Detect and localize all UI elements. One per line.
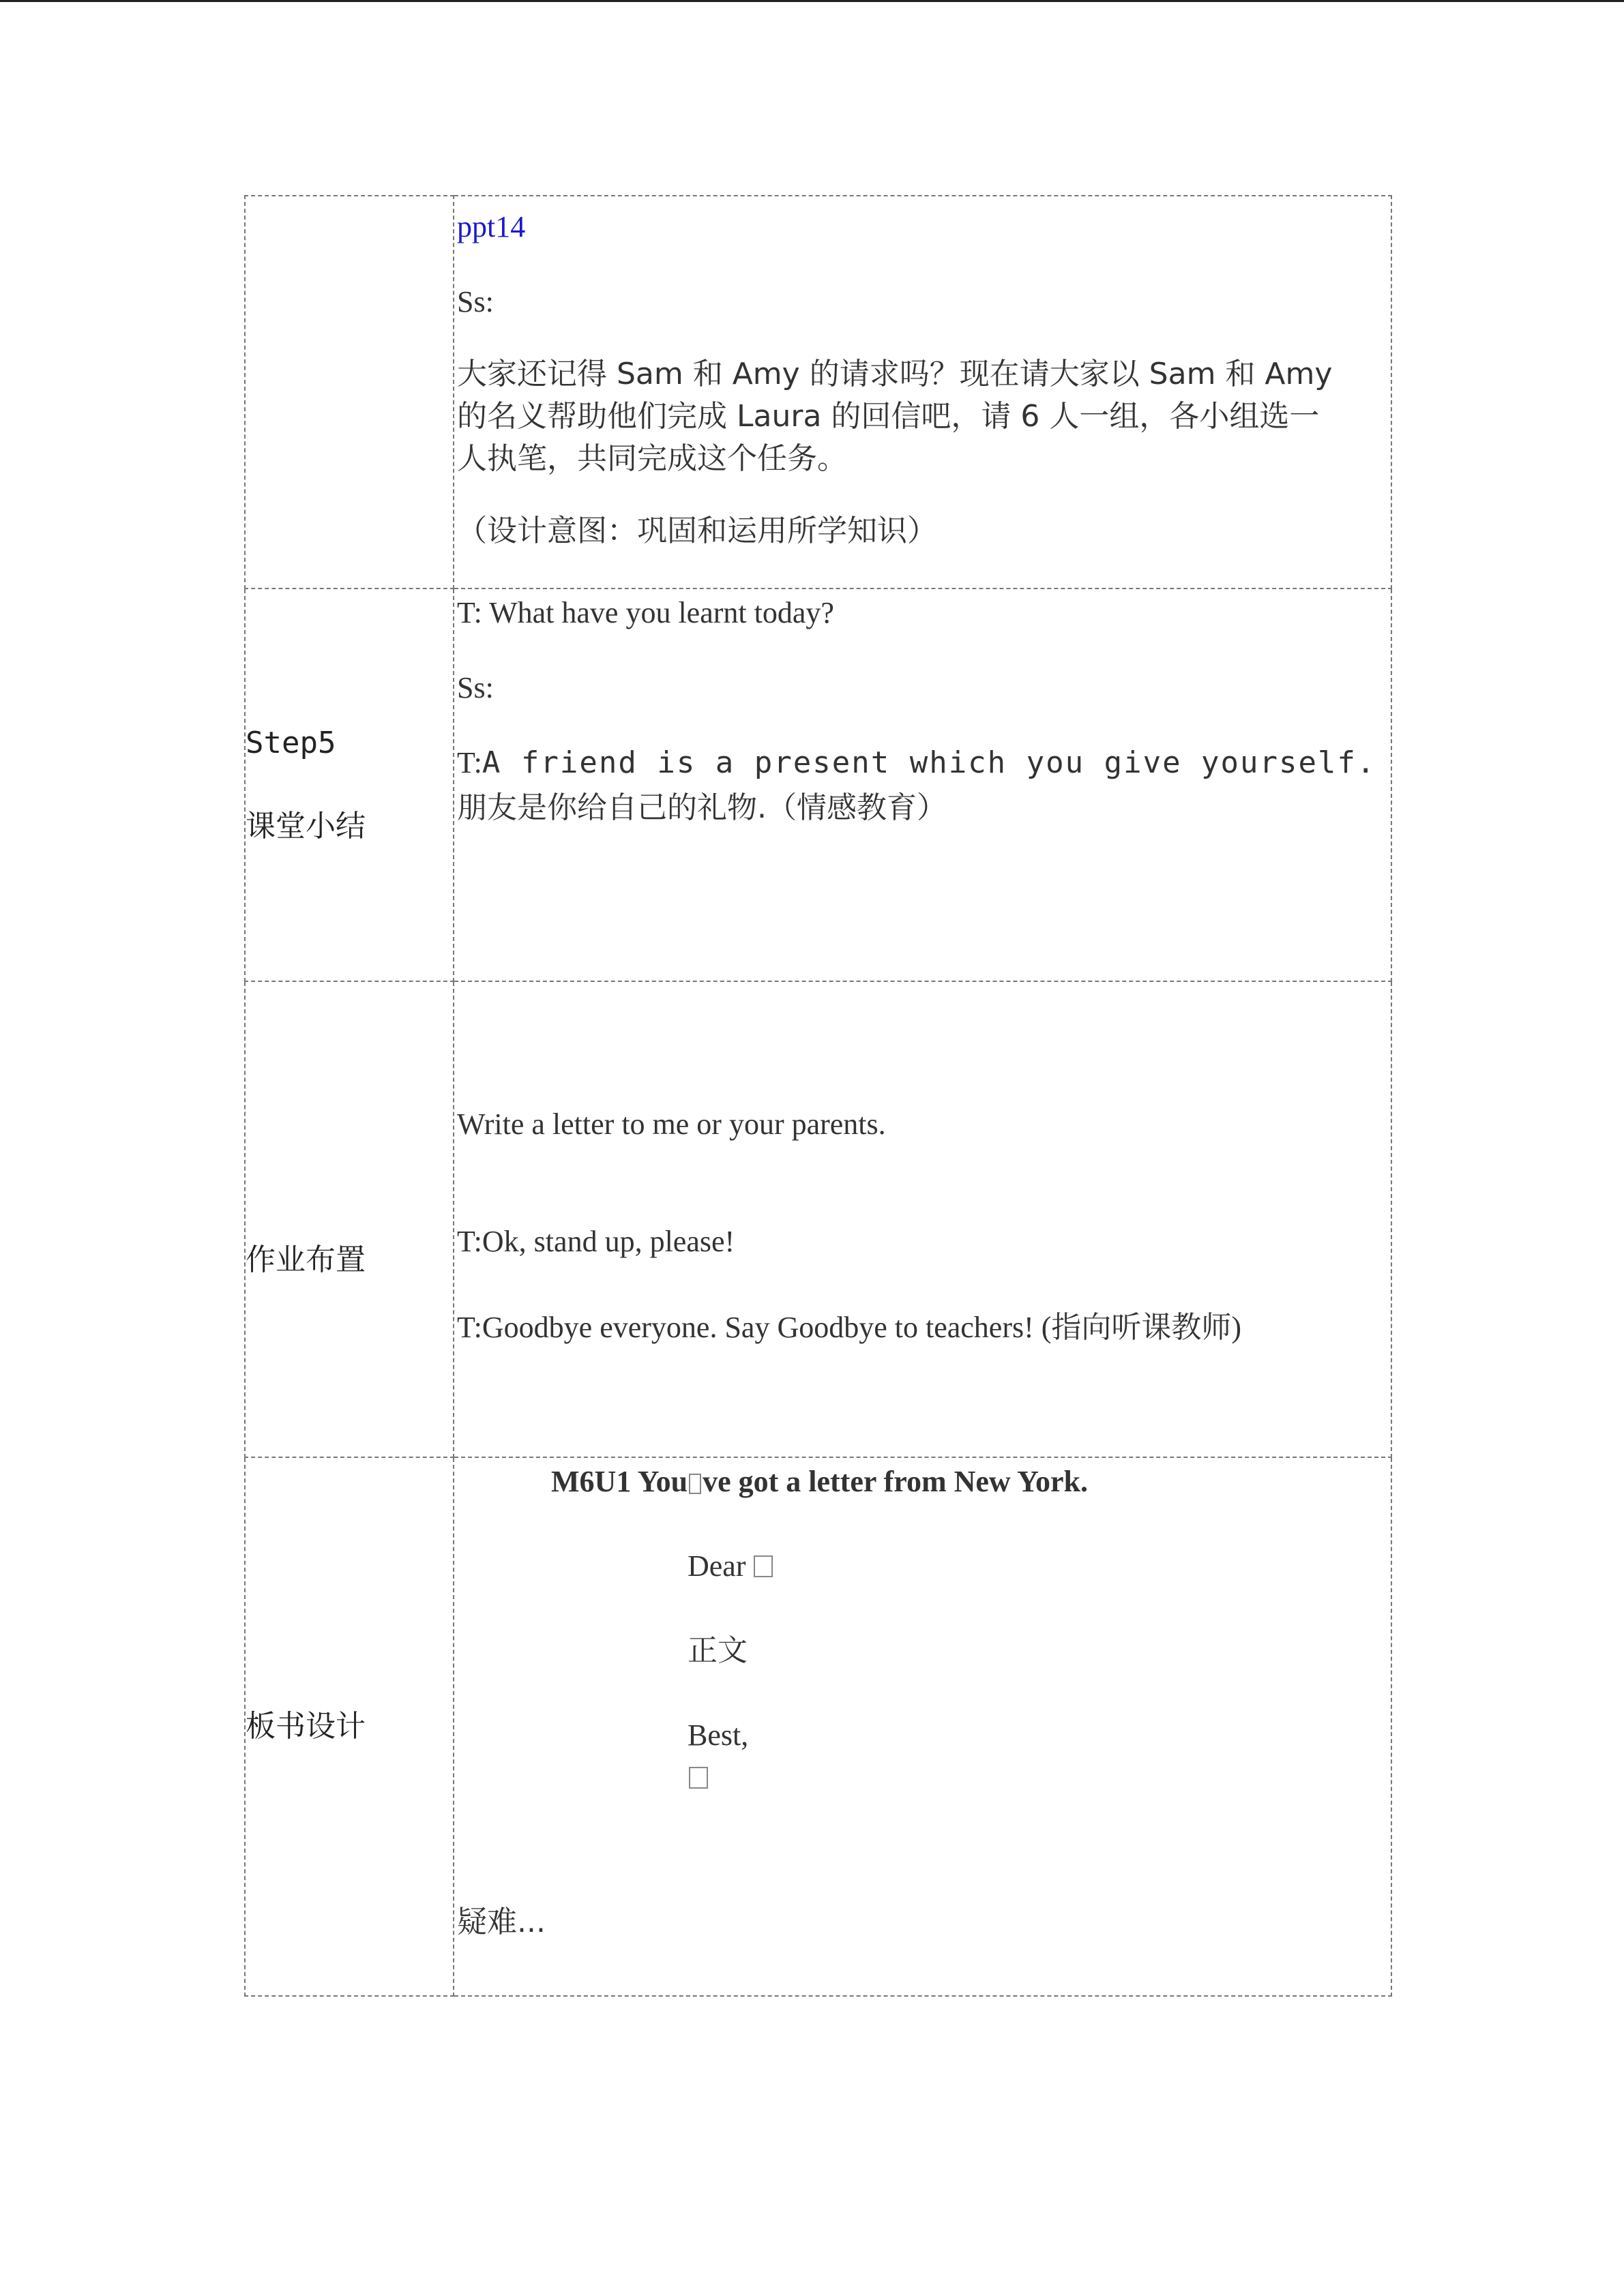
quote-translation: 朋友是你给自己的礼物.（情感教育） — [457, 790, 947, 825]
table-row-board-design — [245, 1457, 1391, 1996]
missing-glyph-icon — [754, 1555, 773, 1577]
students-label: Ss: — [457, 671, 494, 704]
missing-glyph-icon — [689, 1767, 708, 1789]
goodbye-line: T:Goodbye everyone. Say Goodbye to teachers! (指向听课教师) — [457, 1311, 1242, 1344]
board-difficulty: 疑难... — [457, 1905, 546, 1939]
section-label: 作业布置 — [246, 1242, 366, 1277]
lesson-plan-table — [244, 195, 1392, 1997]
quote-prefix: T: — [457, 746, 482, 779]
row-label-cell — [245, 588, 454, 981]
board-title: M6U1 You ve got a letter from New York. — [551, 1465, 1088, 1498]
row-content-cell — [454, 1457, 1391, 1996]
standup-line: T:Ok, stand up, please! — [457, 1225, 735, 1258]
board-closing: Best, — [688, 1718, 749, 1752]
homework-text: Write a letter to me or your parents. — [457, 1107, 886, 1141]
teacher-question: T: What have you learnt today? — [457, 596, 834, 629]
missing-glyph-icon — [689, 1474, 701, 1494]
row-content-cell — [454, 196, 1391, 588]
task-instruction-line: 大家还记得 Sam 和 Amy 的请求吗？现在请大家以 Sam 和 Amy — [457, 357, 1333, 391]
ppt-reference: ppt14 — [457, 210, 526, 243]
row-label-cell — [245, 1457, 454, 1996]
board-body: 正文 — [688, 1633, 748, 1668]
row-content-cell — [454, 588, 1391, 981]
section-label: 课堂小结 — [246, 809, 366, 844]
task-instruction-line: 人执笔，共同完成这个任务。 — [457, 441, 847, 476]
task-instruction-line: 的名义帮助他们完成 Laura 的回信吧，请 6 人一组，各小组选一 — [457, 399, 1320, 434]
row-label-cell — [245, 196, 454, 588]
board-salutation: Dear — [457, 1545, 1387, 1587]
table-row-homework — [245, 981, 1391, 1457]
teacher-quote — [457, 742, 1387, 784]
table-row-task — [245, 196, 1391, 588]
quote-text: A friend is a present which you give yourself. — [482, 745, 1376, 780]
table-row-summary — [245, 588, 1391, 981]
students-label: Ss: — [457, 285, 494, 318]
row-content-cell — [454, 981, 1391, 1457]
row-label-cell — [245, 981, 454, 1457]
board-signature — [457, 1757, 1387, 1799]
section-label: 板书设计 — [246, 1709, 366, 1744]
design-intent: （设计意图：巩固和运用所学知识） — [457, 513, 937, 548]
step-label: Step5 — [246, 726, 336, 760]
